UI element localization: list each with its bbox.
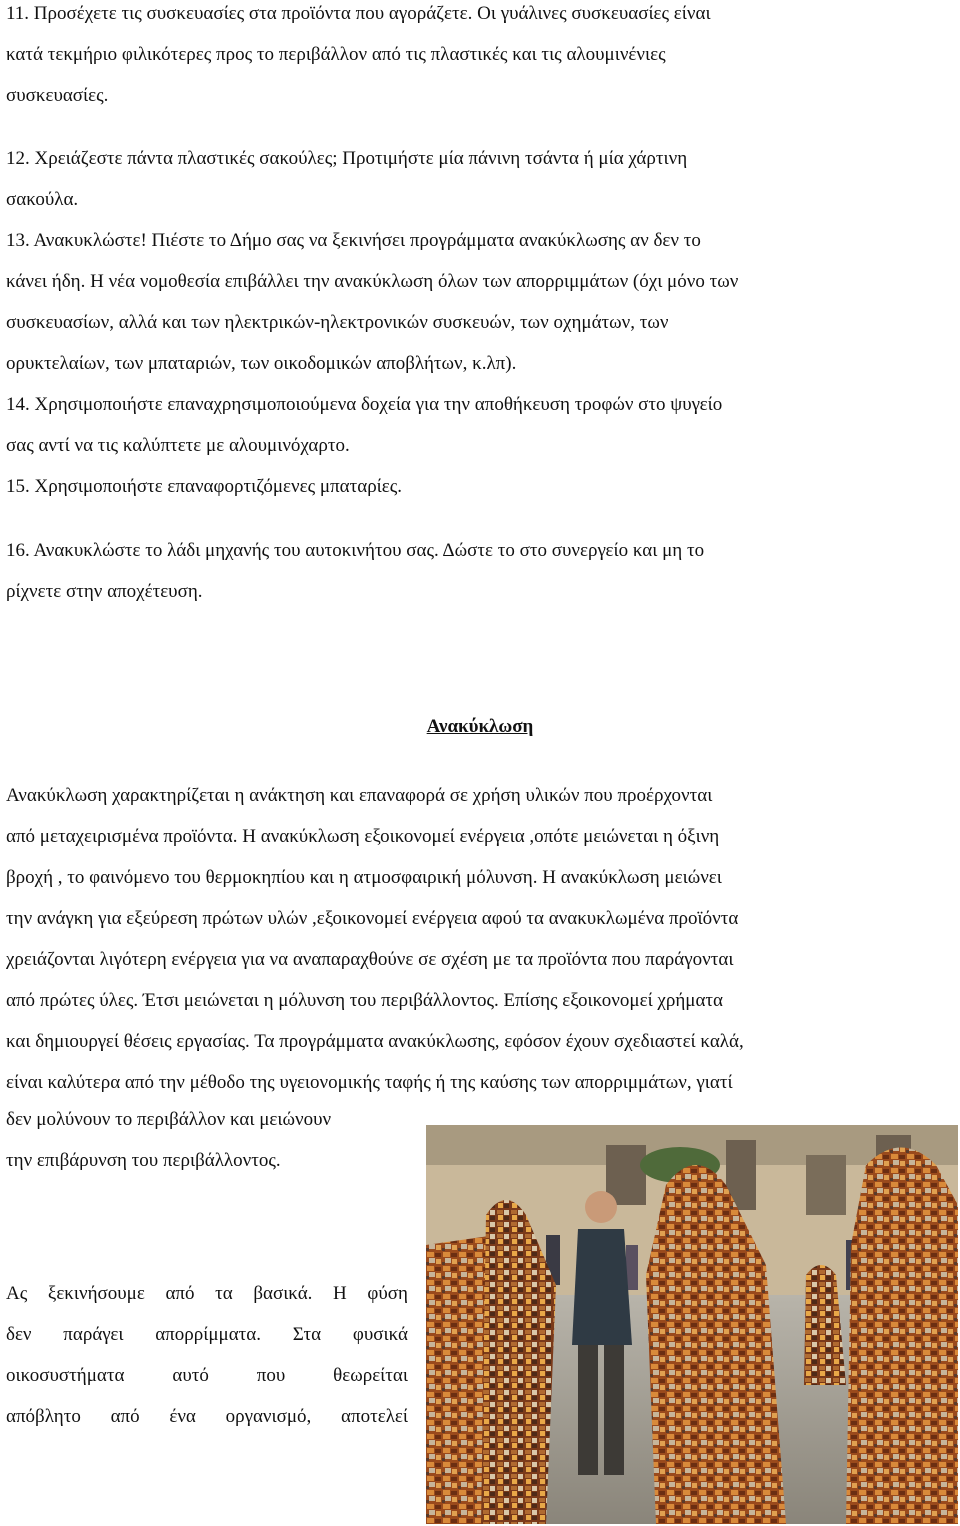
side-line-3 bbox=[6, 1364, 408, 1388]
body-line-1: Ανακύκλωση χαρακτηρίζεται η ανάκτηση και επαναφορά σε χρήση υλικών που προέρχονται bbox=[6, 785, 713, 806]
tip-13-line-3: συσκευασίων, αλλά και των ηλεκτρικών-ηλεκτρονικών συσκευών, των οχημάτων, των bbox=[6, 312, 669, 333]
body-line-10: την επιβάρυνση του περιβάλλοντος. bbox=[6, 1150, 281, 1171]
side-line-1 bbox=[6, 1282, 408, 1306]
tip-12-line-2: σακούλα. bbox=[6, 189, 79, 210]
word: βασικά. bbox=[253, 1283, 313, 1304]
word: φύση bbox=[367, 1283, 408, 1304]
word: Ας bbox=[6, 1283, 28, 1304]
body-line-2: από μεταχειρισμένα προϊόντα. Η ανακύκλωση εξοικονομεί ενέργεια ,οπότε μειώνεται η όξινη bbox=[6, 826, 720, 847]
word: αποτελεί bbox=[341, 1406, 408, 1427]
word: απορρίμματα. bbox=[155, 1324, 262, 1345]
tip-11-line-2: κατά τεκμήριο φιλικότερες προς το περιβάλλον από τις πλαστικές και τις αλουμινένιες bbox=[6, 44, 666, 65]
section-heading: Ανακύκλωση bbox=[426, 716, 534, 737]
word: οικοσυστήματα bbox=[6, 1365, 125, 1386]
side-line-4 bbox=[6, 1405, 408, 1429]
word: παράγει bbox=[63, 1324, 124, 1345]
body-line-9: δεν μολύνουν το περιβάλλον και μειώνουν bbox=[6, 1109, 332, 1130]
recycled-cans-sculptures-photo bbox=[426, 1125, 958, 1524]
tip-15-line-1: 15. Χρησιμοποιήστε επαναφορτιζόμενες μπαταρίες. bbox=[6, 476, 403, 497]
body-line-6: από πρώτες ύλες. Έτσι μειώνεται η μόλυνση του περιβάλλοντος. Επίσης εξοικονομεί χρήματα bbox=[6, 990, 724, 1011]
tip-13-line-1: 13. Ανακυκλώστε! Πιέστε το Δήμο σας να ξεκινήσει προγράμματα ανακύκλωσης αν δεν το bbox=[6, 230, 701, 251]
tip-13-line-2: κάνει ήδη. Η νέα νομοθεσία επιβάλλει την ανακύκλωση όλων των απορριμμάτων (όχι μόνο των bbox=[6, 271, 739, 292]
word: φυσικά bbox=[352, 1324, 408, 1345]
tip-13-line-4: ορυκτελαίων, των μπαταριών, των οικοδομικών αποβλήτων, κ.λπ). bbox=[6, 353, 517, 374]
word: από bbox=[110, 1406, 140, 1427]
word: απόβλητο bbox=[6, 1406, 81, 1427]
tip-11-line-1: 11. Προσέχετε τις συσκευασίες στα προϊόντα που αγοράζετε. Οι γυάλινες συσκευασίες είναι bbox=[6, 3, 711, 24]
tip-11-line-3: συσκευασίες. bbox=[6, 85, 109, 106]
tip-16-line-2: ρίχνετε στην αποχέτευση. bbox=[6, 581, 203, 602]
word: από bbox=[165, 1283, 195, 1304]
tip-14-line-2: σας αντί να τις καλύπτετε με αλουμινόχαρτο. bbox=[6, 435, 350, 456]
side-line-2 bbox=[6, 1323, 408, 1347]
tip-14-line-1: 14. Χρησιμοποιήστε επαναχρησιμοποιούμενα δοχεία για την αποθήκευση τροφών στο ψυγείο bbox=[6, 394, 723, 415]
word: Η bbox=[333, 1283, 347, 1304]
word: ξεκινήσουμε bbox=[47, 1283, 145, 1304]
word: Στα bbox=[292, 1324, 322, 1345]
body-line-4: την ανάγκη για εξεύρεση πρώτων υλών ,εξοικονομεί ενέργεια αφού τα ανακυκλωμένα προϊόντα bbox=[6, 908, 739, 929]
body-line-7: και δημιουργεί θέσεις εργασίας. Τα προγράμματα ανακύκλωσης, εφόσον έχουν σχεδιαστεί καλά, bbox=[6, 1031, 744, 1052]
word: αυτό bbox=[172, 1365, 209, 1386]
body-line-5: χρειάζονται λιγότερη ενέργεια για να αναπαραχθούνε σε σχέση με τα προϊόντα που παράγονται bbox=[6, 949, 734, 970]
tip-16-line-1: 16. Ανακυκλώστε το λάδι μηχανής του αυτοκινήτου σας. Δώστε το στο συνεργείο και μη το bbox=[6, 540, 705, 561]
word: που bbox=[256, 1365, 286, 1386]
word: δεν bbox=[6, 1324, 32, 1345]
tip-12-line-1: 12. Χρειάζεστε πάντα πλαστικές σακούλες; Προτιμήστε μία πάνινη τσάντα ή μία χάρτινη bbox=[6, 148, 688, 169]
word: τα bbox=[215, 1283, 233, 1304]
body-line-8: είναι καλύτερα από την μέθοδο της υγειονομικής ταφής ή της καύσης των απορριμμάτων, γιατί bbox=[6, 1072, 733, 1093]
body-line-3: βροχή , το φαινόμενο του θερμοκηπίου και η ατμοσφαιρική μόλυνση. Η ανακύκλωση μειώνει bbox=[6, 867, 722, 888]
word: ένα bbox=[169, 1406, 196, 1427]
word: οργανισμό, bbox=[225, 1406, 312, 1427]
word: θεωρείται bbox=[333, 1365, 408, 1386]
